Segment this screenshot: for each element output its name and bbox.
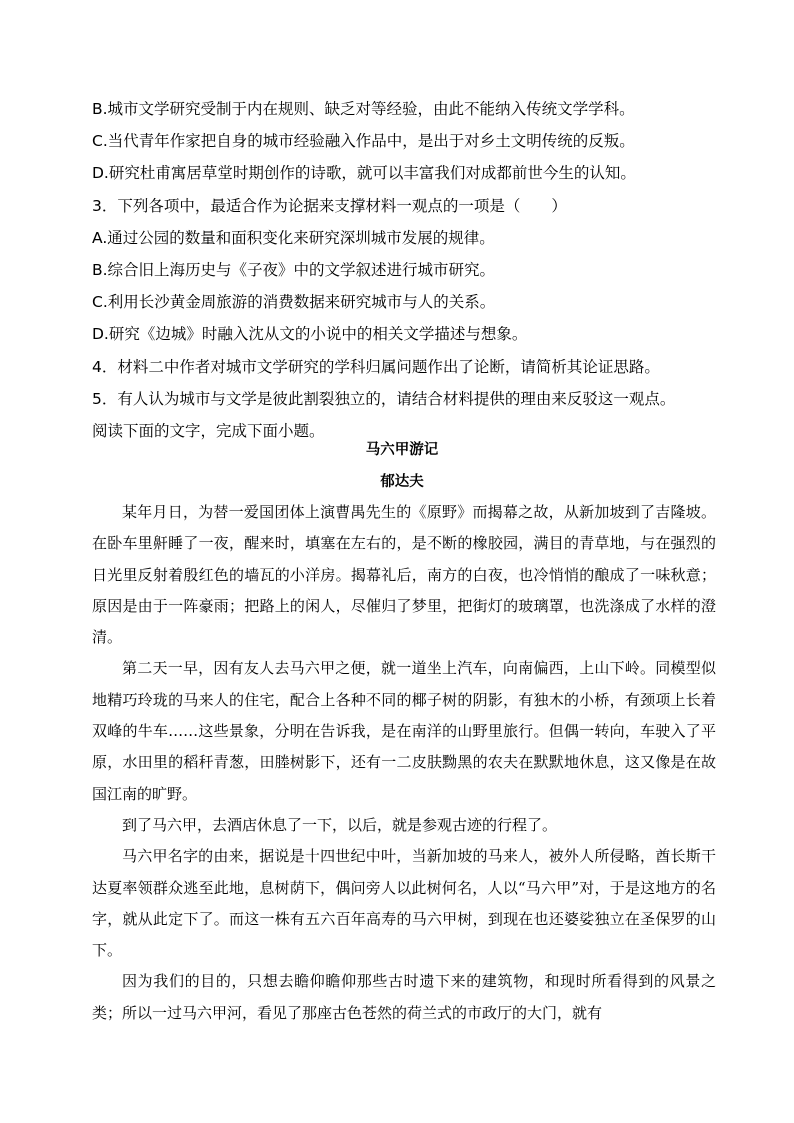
question-4: 4．材料二中作者对城市文学研究的学科归属问题作出了论断，请简析其论证思路。 bbox=[92, 357, 660, 376]
article-paragraph: 马六甲名字的由来，据说是十四世纪中叶，当新加坡的马来人，被外人所侵略，酋长斯干达夏率领群众逃至此地，息树荫下，偶问旁人以此树何名，人以“马六甲”对，于是这地方的名字，就从此定下了。而这一株有五六百年高寿的马六甲树，到现在也还婆娑独立在圣保罗的山下。 bbox=[92, 847, 716, 960]
article-paragraph: 某年月日，为替一爱国团体上演曹禺先生的《原野》而揭幕之故，从新加坡到了吉隆坡。在卧车里鼾睡了一夜，醒来时，填塞在左右的，是不断的橡胶园，满目的青草地，与在强烈的日光里反射着殷红色的墙瓦的小洋房。揭幕礼后，南方的白夜，也冷悄悄的酿成了一味秋意；原因是由于一阵豪雨；把路上的闲人，尽催归了梦里，把街灯的玻璃罩，也洗涤成了水样的澄清。 bbox=[92, 503, 716, 647]
option-c-line: C.当代青年作家把自身的城市经验融入作品中，是出于对乡土文明传统的反叛。 bbox=[92, 132, 635, 151]
question-block bbox=[92, 93, 712, 447]
article-paragraph: 到了马六甲，去酒店休息了一下，以后，就是参观古迹的行程了。 bbox=[122, 815, 558, 834]
article-paragraph: 因为我们的目的，只想去瞻仰瞻仰那些古时遗下来的建筑物，和现时所看得到的风景之类；所以一过马六甲河，看见了那座古色苍然的荷兰式的市政厅的大门，就有 bbox=[92, 972, 716, 1022]
question-5: 5．有人认为城市与文学是彼此割裂独立的，请结合材料提供的理由来反驳这一观点。 bbox=[92, 389, 676, 408]
option-d-line: D.研究杜甫寓居草堂时期创作的诗歌，就可以丰富我们对成都前世今生的认知。 bbox=[92, 164, 636, 183]
question-3-option-d: D.研究《边城》时融入沈从文的小说中的相关文学描述与想象。 bbox=[92, 325, 528, 344]
article-author: 郁达夫 bbox=[380, 473, 424, 490]
article-paragraph: 第二天一早，因有友人去马六甲之便，就一道坐上汽车，向南偏西，上山下岭。同模型似地精巧玲珑的马来人的住宅，配合上各种不同的椰子树的阴影，有独木的小桥，有颈项上长着双峰的牛车……这些景象，分明在告诉我，是在南洋的山野里旅行。但偶一转向，车驶入了平原，水田里的稻秆青葱，田塍树影下，还有一二皮肤黝黑的农夫在默默地休息，这又像是在故国江南的旷野。 bbox=[92, 659, 716, 803]
question-3-option-b: B.综合旧上海历史与《子夜》中的文学叙述进行城市研究。 bbox=[92, 260, 496, 279]
option-b-line: B.城市文学研究受制于内在规则、缺乏对等经验，由此不能纳入传统文学学科。 bbox=[92, 100, 635, 118]
article-body bbox=[92, 497, 716, 1029]
article-title: 马六甲游记 bbox=[365, 441, 439, 458]
reading-instruction: 阅读下面的文字，完成下面小题。 bbox=[92, 421, 325, 440]
question-3-option-a: A.通过公园的数量和面积变化来研究深圳城市发展的规律。 bbox=[92, 228, 495, 247]
question-3-option-c: C.利用长沙黄金周旅游的消费数据来研究城市与人的关系。 bbox=[92, 293, 496, 312]
question-3: 3．下列各项中，最适合作为论据来支撑材料一观点的一项是（ ） bbox=[92, 196, 567, 215]
